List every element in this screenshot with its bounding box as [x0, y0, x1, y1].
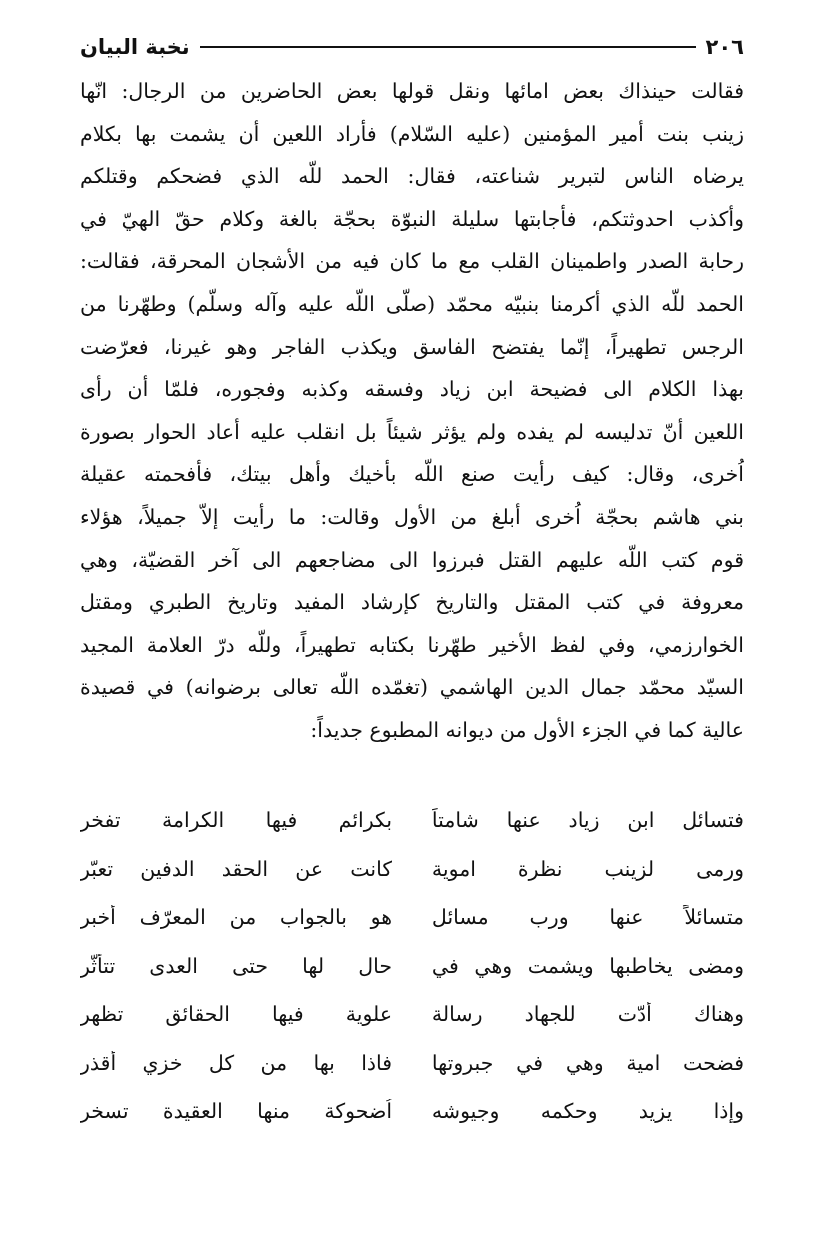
verse-second-hemistich: هو بالجواب من المعرّف أخبر	[80, 905, 393, 930]
page-header	[80, 30, 744, 64]
verse-first-hemistich: فتسائل ابن زياد عنها شامتاً	[431, 808, 744, 833]
verse-second-hemistich: اُضحوكة منها العقيدة تسخر	[80, 1099, 393, 1124]
verse-row	[80, 893, 744, 942]
verse-row	[80, 990, 744, 1039]
text-line: السيّد محمّد جمال الدين الهاشمي (تغمّده اللّه تعالى برضوانه) في قصيدة	[80, 675, 744, 700]
verse-row	[80, 942, 744, 991]
text-line: الرجس تطهيراً، إنّما يفتضح الفاسق ويكذب الفاجر وهو غيرنا، فعرّضت	[80, 334, 744, 359]
verse-row	[80, 796, 744, 845]
text-line: بني هاشم بحجّة اُخرى أبلغ من الأول وقالت: ما رأيت إلاّ جميلاً، هؤلاء	[80, 504, 744, 529]
text-line: قوم كتب اللّه عليهم القتل فبرزوا الى مضاجعهم الى آخر القضيّة، وهي	[80, 547, 744, 572]
text-line: اللعين أنّ تدليسه لم يفده ولم يؤثر شيئاً بل انقلب عليه أعاد الحوار بصورة	[80, 419, 744, 444]
text-line: يرضاه الناس لتبرير شناعته، فقال: الحمد للّه الذي فضحكم وقتلكم	[80, 164, 744, 189]
text-line: الحمد للّه الذي أكرمنا بنبيّه محمّد (صلّى اللّه عليه وآله وسلّم) وطهّرنا من	[80, 291, 744, 316]
body-text	[80, 70, 744, 752]
verse-row	[80, 845, 744, 894]
text-line: وأكذب احدوثتكم، فأجابتها سليلة النبوّة بحجّة بالغة وكلام حقّ الهيّ في	[80, 206, 744, 231]
text-line: فقالت حينذاك بعض امائها ونقل قولها بعض الحاضرين من الرجال: انّها	[80, 79, 744, 103]
verse-row	[80, 1087, 744, 1136]
verse-second-hemistich: كانت عن الحقد الدفين تعبّر	[80, 856, 393, 881]
text-line: رحابة الصدر واطمينان القلب مع ما كان فيه من الأشجان المحرقة، فقالت:	[80, 249, 744, 274]
text-line: بهذا الكلام الى فضيحة ابن زياد وفسقه وكذبه وفجوره، فلمّا أن رأى	[80, 377, 744, 402]
header-rule	[200, 46, 696, 48]
book-title: نخبة البيان	[80, 35, 190, 59]
verse-second-hemistich: علوية فيها الحقائق تظهر	[80, 1002, 393, 1027]
verse-first-hemistich: ومضى يخاطبها ويشمت وهي في	[431, 953, 744, 978]
poem-verses	[80, 796, 744, 1136]
verse-first-hemistich: وإذا يزيد وحكمه وجيوشه	[431, 1099, 744, 1124]
text-line: معروفة في كتب المقتل والتاريخ كإرشاد المفيد وتاريخ الطبري ومقتل	[80, 590, 744, 615]
verse-first-hemistich: وهناك أدّت للجهاد رسالة	[431, 1002, 744, 1027]
verse-second-hemistich: فاذا بها من كل خزي أقذر	[80, 1050, 393, 1075]
text-line: الخوارزمي، وفي لفظ الأخير طهّرنا بكتابه تطهيراً، وللّه درّ العلامة المجيد	[80, 632, 744, 657]
text-line: زينب بنت أمير المؤمنين (عليه السّلام) فأراد اللعين أن يشمت بها بكلام	[80, 121, 744, 146]
text-line: عالية كما في الجزء الأول من ديوانه المطبوع جديداً:	[310, 717, 744, 742]
verse-second-hemistich: حال لها حتى العدى تتأثّر	[80, 953, 393, 978]
page-number: ٢٠٦	[705, 35, 744, 59]
verse-first-hemistich: فضحت امية وهي في جبروتها	[431, 1050, 744, 1075]
verse-second-hemistich: بكرائم فيها الكرامة تفخر	[80, 808, 393, 833]
text-line: اُخرى، وقال: كيف رأيت صنع اللّه بأخيك وأهل بيتك، فأفحمته عقيلة	[80, 462, 744, 487]
verse-row	[80, 1039, 744, 1088]
verse-first-hemistich: ورمى لزينب نظرة اموية	[431, 856, 744, 881]
verse-first-hemistich: متسائلاً عنها ورب مسائل	[431, 905, 744, 930]
